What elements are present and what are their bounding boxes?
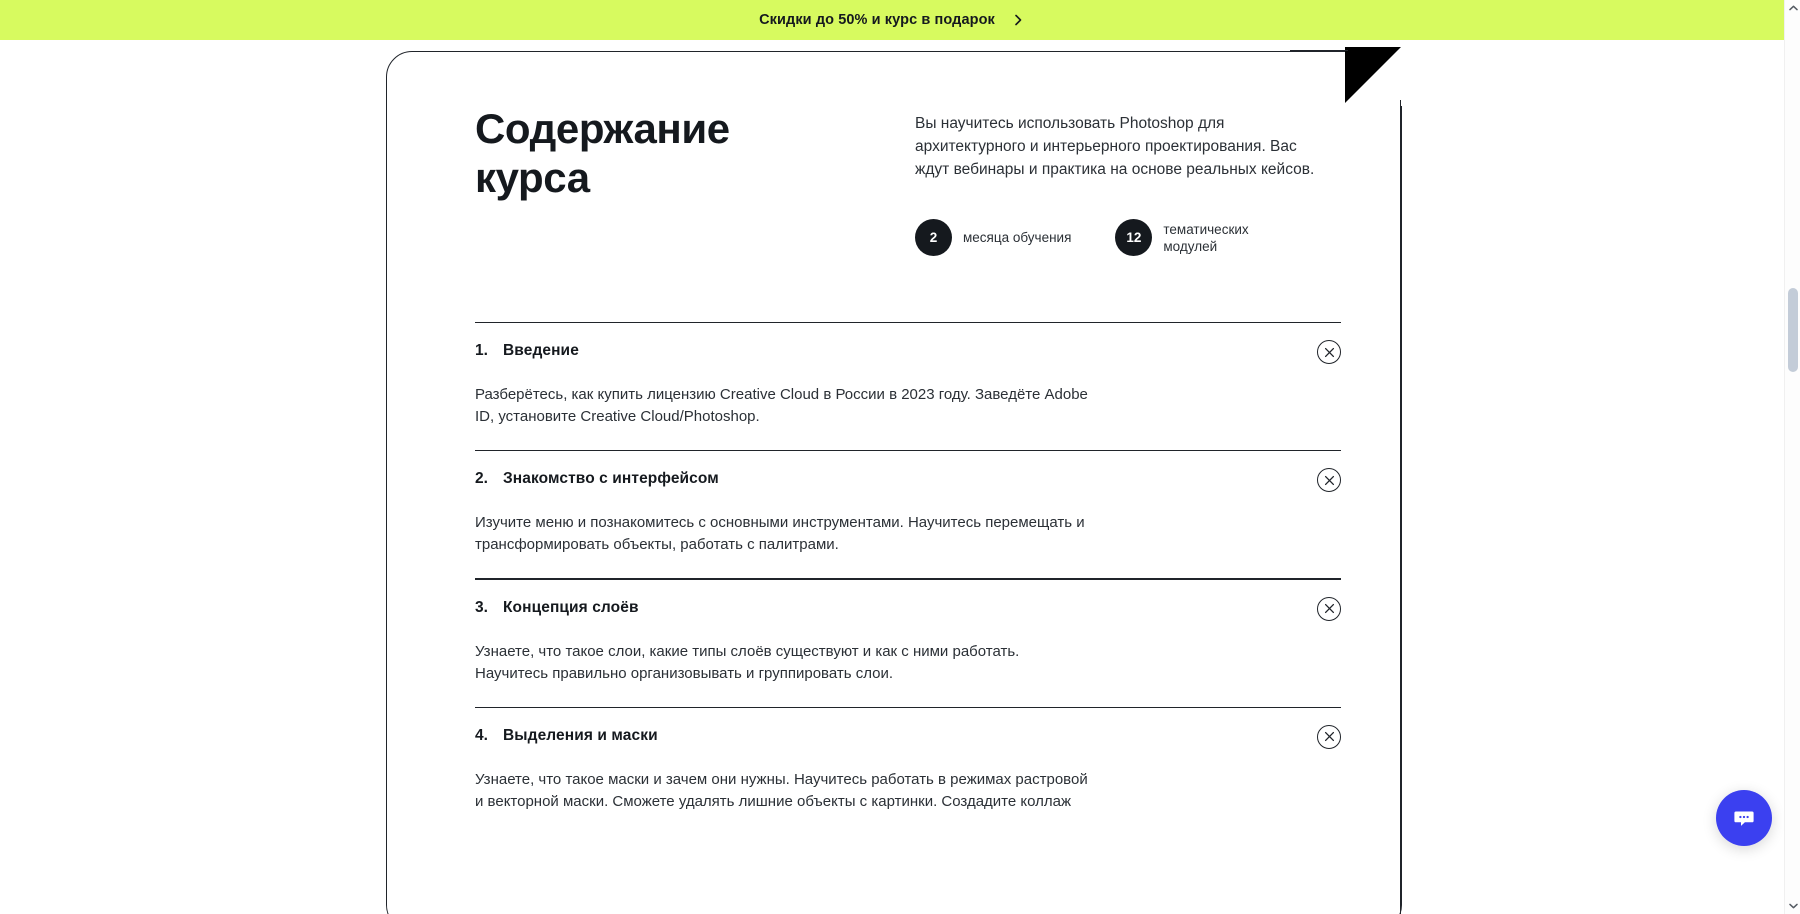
close-circle-icon-4[interactable]	[1317, 725, 1341, 749]
module-title-2: Знакомство с интерфейсом	[503, 470, 719, 488]
module-title-wrap-4	[475, 727, 658, 745]
module-title-3: Концепция слоёв	[503, 598, 639, 616]
module-number-4: 4.	[475, 726, 488, 744]
module-description-2: Изучите меню и познакомитесь с основными инструментами. Научитесь перемещать и трансформировать объекты, работать с палитрами.	[475, 514, 1085, 554]
course-intro-text: Вы научитесь использовать Photoshop для архитектурного и интерьерного проектирования. Вас ждут вебинары и практика на основе реальных кейсов.	[915, 115, 1315, 178]
promo-banner-content	[759, 12, 1025, 28]
module-number-2: 2.	[475, 470, 488, 488]
module-header-2[interactable]	[475, 470, 1341, 492]
module-item-3[interactable]	[475, 580, 1341, 707]
module-description-1: Разберётесь, как купить лицензию Creative Cloud в России в 2023 году. Заведёте Adobe ID, установите Creative Cloud/Photoshop.	[475, 386, 1088, 426]
module-description-4: Узнаете, что такое маски и зачем они нужны. Научитесь работать в режимах растровой и векторной маски. Сможете удалять лишние объекты с картинки. Создадите коллаж	[475, 770, 1088, 810]
module-number-1: 1.	[475, 342, 488, 360]
module-header-3[interactable]	[475, 599, 1341, 621]
chat-bubble-icon[interactable]	[1716, 790, 1772, 846]
stat-duration	[915, 219, 1071, 256]
module-item-1[interactable]	[475, 323, 1341, 450]
card-inner	[387, 52, 1402, 835]
close-circle-icon-3[interactable]	[1317, 597, 1341, 621]
module-title-1: Введение	[503, 342, 579, 360]
vertical-scrollbar[interactable]	[1784, 0, 1800, 914]
module-title-wrap-3	[475, 599, 639, 617]
close-circle-icon-1[interactable]	[1317, 340, 1341, 364]
module-title-wrap-2	[475, 470, 719, 488]
stat-modules-label: тематических модулей	[1163, 221, 1249, 254]
card-fold-corner	[1345, 47, 1401, 103]
module-description-3: Узнаете, что такое слои, какие типы слоёв существуют и как с ними работать. Научитесь правильно организовывать и группировать слои.	[475, 642, 1020, 682]
module-title-wrap-1	[475, 342, 579, 360]
close-circle-icon-2[interactable]	[1317, 468, 1341, 492]
module-header-4[interactable]	[475, 727, 1341, 749]
chevron-right-icon	[1011, 13, 1025, 27]
page-title: Содержание курса	[475, 105, 730, 201]
modules-list	[387, 322, 1402, 835]
scroll-down-arrow-icon[interactable]	[1785, 898, 1800, 914]
card-fold-right-edge	[1400, 100, 1401, 914]
module-number-3: 3.	[475, 598, 488, 616]
header-left-column	[475, 104, 915, 256]
stat-modules	[1115, 219, 1293, 256]
promo-banner-label: Скидки до 50% и курс в подарок	[759, 12, 995, 28]
card-fold-top-edge	[1290, 50, 1348, 51]
promo-banner[interactable]	[0, 0, 1784, 40]
stat-modules-value: 12	[1115, 219, 1152, 256]
module-header-1[interactable]	[475, 342, 1341, 364]
scroll-up-arrow-icon[interactable]	[1785, 0, 1800, 16]
stat-duration-label: месяца обучения	[963, 230, 1072, 245]
header-right-column	[915, 104, 1335, 256]
stat-duration-value: 2	[915, 219, 952, 256]
card-header	[387, 52, 1402, 256]
module-title-4: Выделения и маски	[503, 726, 658, 744]
scrollbar-thumb[interactable]	[1788, 288, 1798, 372]
course-stats	[915, 219, 1335, 256]
course-content-card	[386, 51, 1402, 914]
module-item-4[interactable]	[475, 708, 1341, 835]
module-item-2[interactable]	[475, 451, 1341, 578]
